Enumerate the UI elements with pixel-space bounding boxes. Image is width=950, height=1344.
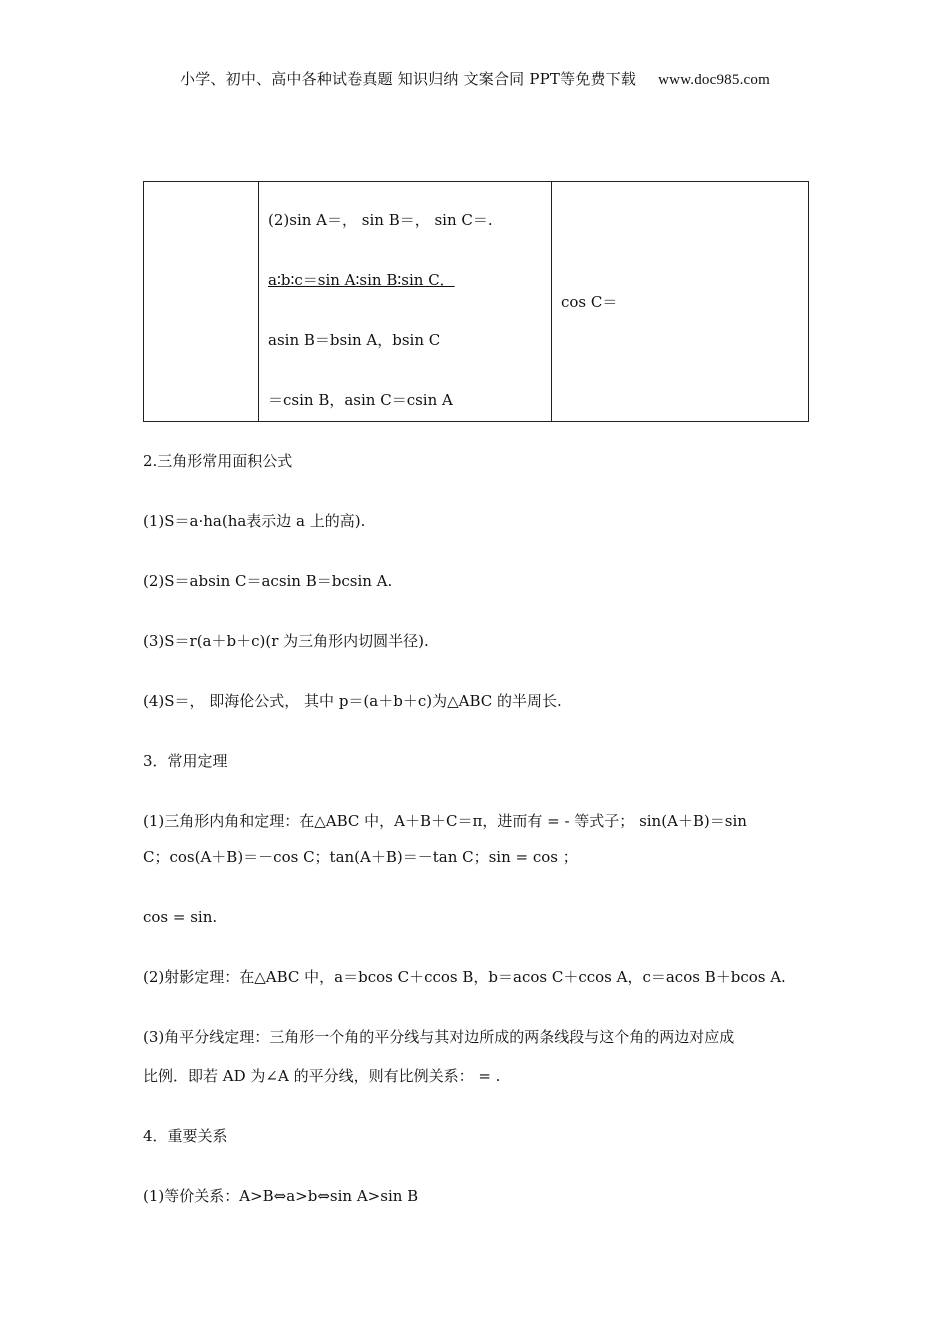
theorem3-line-1: (3)角平分线定理：三角形一个角的平分线与其对边所成的两条线段与这个角的两边对应成 xyxy=(143,1028,735,1046)
table-cell-sine-law xyxy=(259,182,552,422)
theorem3-line-2: 比例．即若 AD 为∠A 的平分线，则有比例关系： = . xyxy=(143,1067,501,1085)
sine-law-line-4: ＝csin B，asin C＝csin A xyxy=(268,391,453,409)
theorem1-line-3: cos = sin. xyxy=(143,908,218,926)
sine-law-line-1: (2)sin A＝， sin B＝， sin C＝. xyxy=(268,211,493,229)
relation-1: (1)等价关系：A>B⇔a>b⇔sin A>sin B xyxy=(143,1187,419,1205)
section2-heading: 2.三角形常用面积公式 xyxy=(143,452,293,470)
section4-heading: 4．重要关系 xyxy=(143,1127,228,1145)
cosine-text: cos C＝ xyxy=(561,293,618,311)
theorem1-line-2: C；cos(A＋B)＝－cos C；tan(A＋B)＝－tan C；sin = cos ； xyxy=(143,848,578,866)
sine-law-line-2: a∶b∶c＝sin A∶sin B∶sin C． xyxy=(268,271,455,289)
area-formula-4: (4)S＝， 即海伦公式， 其中 p＝(a＋b＋c)为△ABC 的半周长. xyxy=(143,692,562,710)
area-formula-2: (2)S＝absin C＝acsin B＝bcsin A. xyxy=(143,572,393,590)
area-formula-3: (3)S＝r(a＋b＋c)(r 为三角形内切圆半径). xyxy=(143,632,429,650)
section3-heading: 3．常用定理 xyxy=(143,752,228,770)
area-formula-1: (1)S＝a·ha(ha表示边 a 上的高). xyxy=(143,512,366,530)
theorem2: (2)射影定理：在△ABC 中，a＝bcos C＋ccos B，b＝acos C＋ccos A，c＝acos B＋bcos A. xyxy=(143,968,786,986)
theorem1-line-1: (1)三角形内角和定理：在△ABC 中，A＋B＋C＝π，进而有 = - 等式子； sin(A＋B)＝sin xyxy=(143,812,747,830)
table-cell-cosine xyxy=(552,182,809,422)
header-text: 小学、初中、高中各种试卷真题 知识归纳 文案合同 PPT等免费下载 xyxy=(180,70,637,88)
table-cell-empty xyxy=(144,182,259,422)
formula-table xyxy=(143,181,809,422)
page-header xyxy=(0,68,950,89)
header-site: www.doc985.com xyxy=(658,72,770,88)
sine-law-line-3: asin B＝bsin A，bsin C xyxy=(268,331,441,349)
